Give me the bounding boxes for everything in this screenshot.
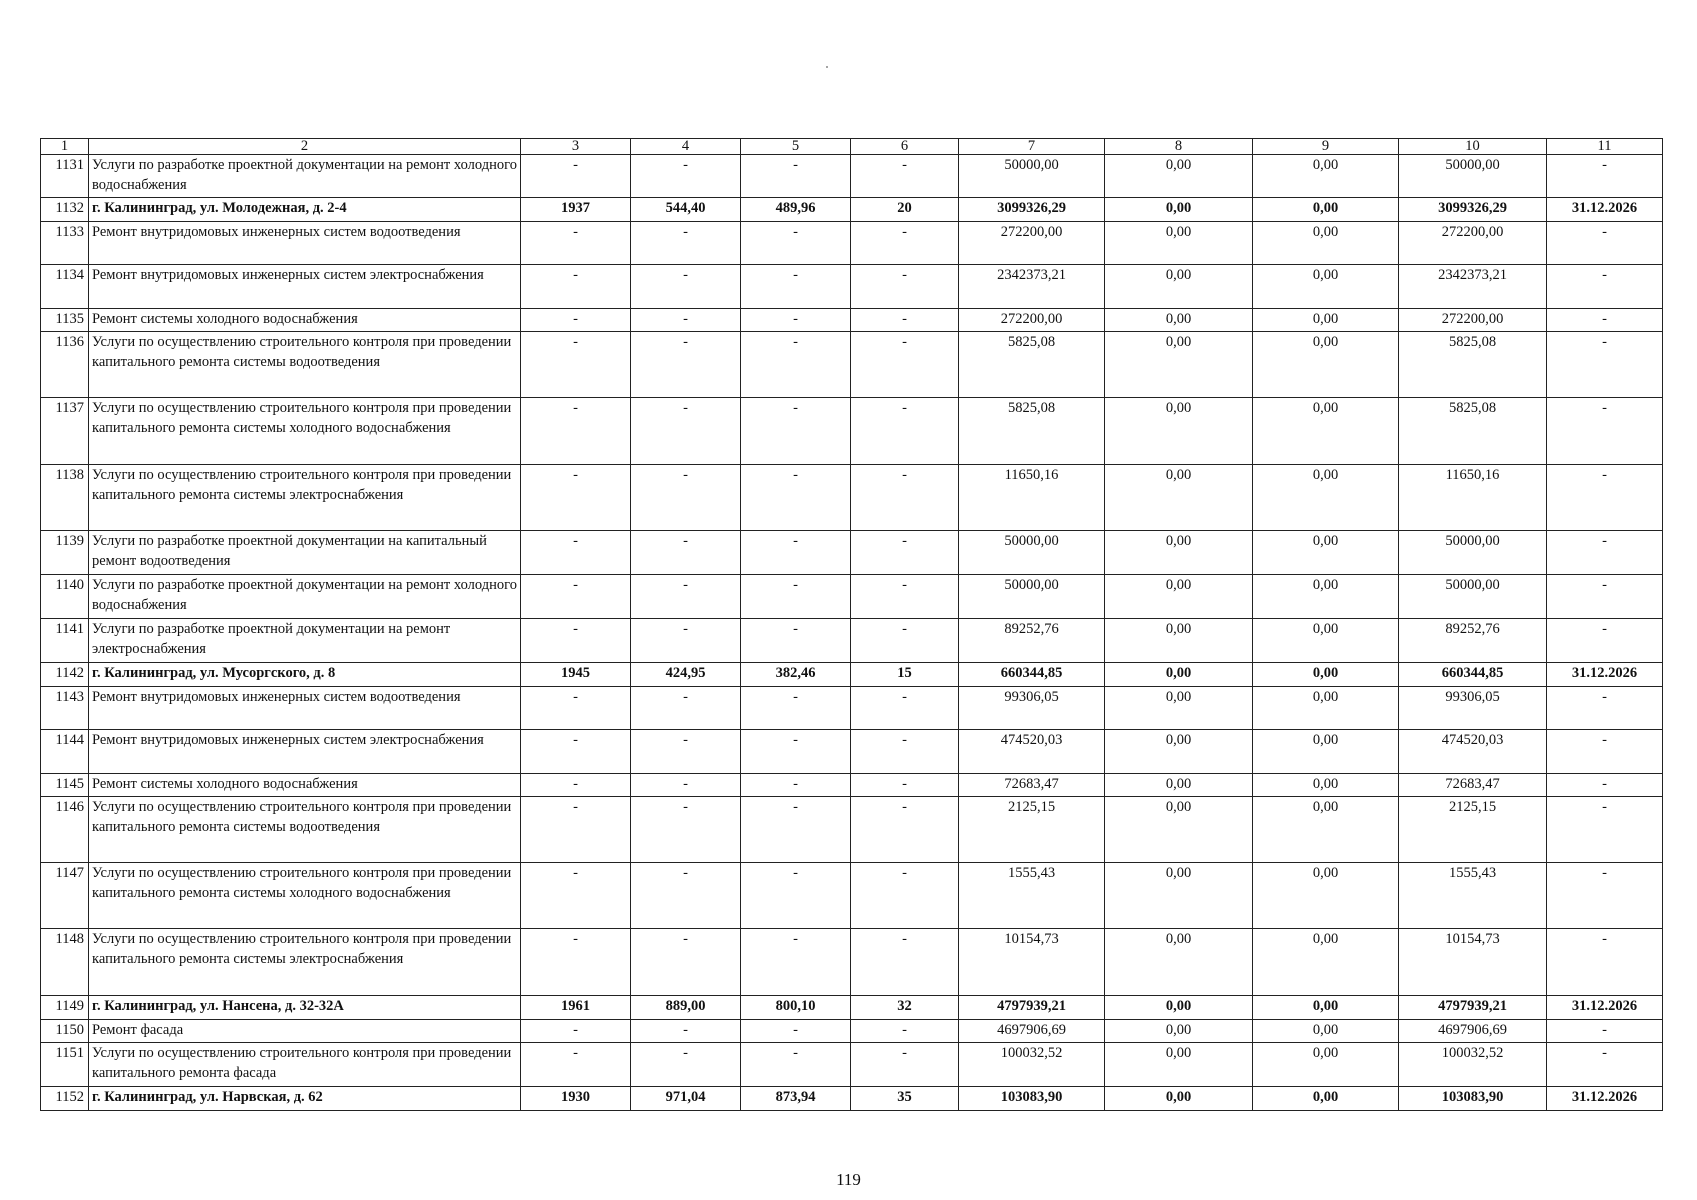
work-description-cell: Ремонт фасада (89, 1020, 521, 1043)
cost-col10-cell: 100032,52 (1399, 1043, 1547, 1087)
cost-col8-cell: 0,00 (1105, 1087, 1253, 1111)
row-number-cell: 1138 (41, 465, 89, 531)
work-item-row (41, 1043, 1663, 1087)
work-description-cell: Услуги по разработке проектной документации на ремонт электроснабжения (89, 619, 521, 663)
cost-col8-cell: 0,00 (1105, 774, 1253, 797)
cost-col8-cell: 0,00 (1105, 332, 1253, 398)
year-cell: - (521, 619, 631, 663)
total-cost-cell: 89252,76 (959, 619, 1105, 663)
row-number-cell: 1131 (41, 155, 89, 198)
header-cell: 4 (631, 139, 741, 155)
living-area-cell: - (741, 531, 851, 575)
row-number-cell: 1146 (41, 797, 89, 863)
cost-col9-cell: 0,00 (1253, 929, 1399, 996)
cost-col8-cell: 0,00 (1105, 687, 1253, 730)
work-description-cell: Ремонт системы холодного водоснабжения (89, 774, 521, 797)
total-cost-cell: 272200,00 (959, 222, 1105, 265)
deadline-cell: - (1547, 465, 1663, 531)
work-description-cell: г. Калининград, ул. Нансена, д. 32-32А (89, 996, 521, 1020)
table-body (41, 139, 1663, 1111)
living-area-cell: 382,46 (741, 663, 851, 687)
row-number-cell: 1139 (41, 531, 89, 575)
header-cell: 5 (741, 139, 851, 155)
total-cost-cell: 50000,00 (959, 575, 1105, 619)
total-cost-cell: 4697906,69 (959, 1020, 1105, 1043)
residents-cell: 15 (851, 663, 959, 687)
cost-col9-cell: 0,00 (1253, 332, 1399, 398)
header-cell: 7 (959, 139, 1105, 155)
work-description-cell: г. Калининград, ул. Мусоргского, д. 8 (89, 663, 521, 687)
cost-col9-cell: 0,00 (1253, 996, 1399, 1020)
work-description-cell: г. Калининград, ул. Нарвская, д. 62 (89, 1087, 521, 1111)
residents-cell: - (851, 1020, 959, 1043)
cost-col9-cell: 0,00 (1253, 774, 1399, 797)
total-cost-cell: 11650,16 (959, 465, 1105, 531)
row-number-cell: 1135 (41, 309, 89, 332)
row-number-cell: 1144 (41, 730, 89, 774)
total-area-cell: - (631, 309, 741, 332)
cost-col8-cell: 0,00 (1105, 531, 1253, 575)
work-description-cell: Ремонт внутридомовых инженерных систем электроснабжения (89, 730, 521, 774)
deadline-cell: 31.12.2026 (1547, 198, 1663, 222)
deadline-cell: - (1547, 222, 1663, 265)
cost-col9-cell: 0,00 (1253, 465, 1399, 531)
residents-cell: 32 (851, 996, 959, 1020)
year-cell: - (521, 863, 631, 929)
residents-cell: - (851, 265, 959, 309)
cost-col8-cell: 0,00 (1105, 265, 1253, 309)
year-cell: - (521, 1020, 631, 1043)
living-area-cell: - (741, 222, 851, 265)
living-area-cell: - (741, 309, 851, 332)
living-area-cell: - (741, 687, 851, 730)
residents-cell: - (851, 309, 959, 332)
cost-col9-cell: 0,00 (1253, 398, 1399, 465)
year-cell: - (521, 309, 631, 332)
year-cell: - (521, 929, 631, 996)
total-area-cell: 424,95 (631, 663, 741, 687)
total-area-cell: - (631, 687, 741, 730)
deadline-cell: - (1547, 309, 1663, 332)
cost-col9-cell: 0,00 (1253, 575, 1399, 619)
cost-col9-cell: 0,00 (1253, 155, 1399, 198)
deadline-cell: 31.12.2026 (1547, 1087, 1663, 1111)
total-cost-cell: 5825,08 (959, 332, 1105, 398)
page-number: 119 (836, 1170, 861, 1189)
cost-col9-cell: 0,00 (1253, 863, 1399, 929)
cost-col9-cell: 0,00 (1253, 531, 1399, 575)
work-description-cell: Услуги по осуществлению строительного контроля при проведении капитального ремонта системы электроснабжения (89, 465, 521, 531)
year-cell: - (521, 1043, 631, 1087)
work-description-cell: Услуги по осуществлению строительного контроля при проведении капитального ремонта системы холодного водоснабжения (89, 398, 521, 465)
total-cost-cell: 72683,47 (959, 774, 1105, 797)
residents-cell: - (851, 730, 959, 774)
deadline-cell: - (1547, 619, 1663, 663)
cost-col8-cell: 0,00 (1105, 309, 1253, 332)
living-area-cell: - (741, 797, 851, 863)
cost-col8-cell: 0,00 (1105, 863, 1253, 929)
living-area-cell: - (741, 1043, 851, 1087)
deadline-cell: - (1547, 687, 1663, 730)
address-row (41, 198, 1663, 222)
work-item-row (41, 730, 1663, 774)
address-row (41, 996, 1663, 1020)
cost-col10-cell: 2125,15 (1399, 797, 1547, 863)
work-item-row (41, 398, 1663, 465)
cost-col8-cell: 0,00 (1105, 730, 1253, 774)
cost-col10-cell: 89252,76 (1399, 619, 1547, 663)
residents-cell: - (851, 687, 959, 730)
cost-col10-cell: 5825,08 (1399, 398, 1547, 465)
cost-col10-cell: 103083,90 (1399, 1087, 1547, 1111)
header-cell: 1 (41, 139, 89, 155)
total-cost-cell: 10154,73 (959, 929, 1105, 996)
living-area-cell: 800,10 (741, 996, 851, 1020)
year-cell: - (521, 332, 631, 398)
deadline-cell: - (1547, 730, 1663, 774)
living-area-cell: - (741, 619, 851, 663)
year-cell: 1945 (521, 663, 631, 687)
cost-col8-cell: 0,00 (1105, 619, 1253, 663)
living-area-cell: 489,96 (741, 198, 851, 222)
work-item-row (41, 774, 1663, 797)
address-row (41, 1087, 1663, 1111)
work-item-row (41, 797, 1663, 863)
work-item-row (41, 332, 1663, 398)
cost-col9-cell: 0,00 (1253, 198, 1399, 222)
total-area-cell: - (631, 265, 741, 309)
cost-col10-cell: 50000,00 (1399, 531, 1547, 575)
cost-col10-cell: 272200,00 (1399, 309, 1547, 332)
cost-col9-cell: 0,00 (1253, 687, 1399, 730)
living-area-cell: - (741, 465, 851, 531)
residents-cell: - (851, 929, 959, 996)
residents-cell: - (851, 465, 959, 531)
work-item-row (41, 619, 1663, 663)
row-number-cell: 1148 (41, 929, 89, 996)
cost-col8-cell: 0,00 (1105, 465, 1253, 531)
cost-col10-cell: 4697906,69 (1399, 1020, 1547, 1043)
header-cell: 10 (1399, 139, 1547, 155)
total-cost-cell: 100032,52 (959, 1043, 1105, 1087)
row-number-cell: 1149 (41, 996, 89, 1020)
work-description-cell: Услуги по разработке проектной документации на капитальный ремонт водоотведения (89, 531, 521, 575)
living-area-cell: - (741, 265, 851, 309)
residents-cell: - (851, 332, 959, 398)
living-area-cell: - (741, 929, 851, 996)
deadline-cell: 31.12.2026 (1547, 996, 1663, 1020)
total-cost-cell: 1555,43 (959, 863, 1105, 929)
deadline-cell: - (1547, 797, 1663, 863)
work-description-cell: Ремонт внутридомовых инженерных систем водоотведения (89, 687, 521, 730)
cost-col10-cell: 4797939,21 (1399, 996, 1547, 1020)
work-description-cell: Ремонт системы холодного водоснабжения (89, 309, 521, 332)
cost-col8-cell: 0,00 (1105, 575, 1253, 619)
residents-cell: - (851, 155, 959, 198)
cost-col9-cell: 0,00 (1253, 309, 1399, 332)
header-cell: 6 (851, 139, 959, 155)
year-cell: - (521, 465, 631, 531)
cost-col9-cell: 0,00 (1253, 265, 1399, 309)
work-description-cell: Ремонт внутридомовых инженерных систем водоотведения (89, 222, 521, 265)
work-item-row (41, 531, 1663, 575)
cost-col10-cell: 3099326,29 (1399, 198, 1547, 222)
deadline-cell: - (1547, 265, 1663, 309)
row-number-cell: 1141 (41, 619, 89, 663)
cost-col10-cell: 50000,00 (1399, 575, 1547, 619)
total-area-cell: - (631, 619, 741, 663)
year-cell: - (521, 575, 631, 619)
row-number-cell: 1133 (41, 222, 89, 265)
cost-col8-cell: 0,00 (1105, 663, 1253, 687)
total-area-cell: - (631, 155, 741, 198)
living-area-cell: - (741, 575, 851, 619)
row-number-cell: 1147 (41, 863, 89, 929)
header-cell: 11 (1547, 139, 1663, 155)
cost-col8-cell: 0,00 (1105, 222, 1253, 265)
year-cell: - (521, 398, 631, 465)
living-area-cell: - (741, 155, 851, 198)
header-cell: 8 (1105, 139, 1253, 155)
work-item-row (41, 575, 1663, 619)
column-number-header-row (41, 139, 1663, 155)
cost-col10-cell: 5825,08 (1399, 332, 1547, 398)
cost-col10-cell: 474520,03 (1399, 730, 1547, 774)
total-area-cell: 971,04 (631, 1087, 741, 1111)
row-number-cell: 1145 (41, 774, 89, 797)
year-cell: - (521, 155, 631, 198)
cost-col8-cell: 0,00 (1105, 929, 1253, 996)
total-area-cell: - (631, 222, 741, 265)
work-item-row (41, 863, 1663, 929)
work-description-cell: Услуги по осуществлению строительного контроля при проведении капитального ремонта системы холодного водоснабжения (89, 863, 521, 929)
year-cell: - (521, 265, 631, 309)
cost-col9-cell: 0,00 (1253, 1087, 1399, 1111)
total-cost-cell: 474520,03 (959, 730, 1105, 774)
living-area-cell: - (741, 332, 851, 398)
residents-cell: - (851, 797, 959, 863)
header-cell: 3 (521, 139, 631, 155)
cost-col9-cell: 0,00 (1253, 797, 1399, 863)
cost-col9-cell: 0,00 (1253, 222, 1399, 265)
cost-col8-cell: 0,00 (1105, 797, 1253, 863)
living-area-cell: - (741, 398, 851, 465)
year-cell: - (521, 730, 631, 774)
residents-cell: - (851, 398, 959, 465)
deadline-cell: - (1547, 774, 1663, 797)
repair-program-table (40, 138, 1663, 1111)
address-row (41, 663, 1663, 687)
living-area-cell: - (741, 730, 851, 774)
total-area-cell: - (631, 774, 741, 797)
year-cell: - (521, 774, 631, 797)
living-area-cell: 873,94 (741, 1087, 851, 1111)
work-description-cell: Услуги по разработке проектной документации на ремонт холодного водоснабжения (89, 575, 521, 619)
residents-cell: - (851, 222, 959, 265)
cost-col10-cell: 2342373,21 (1399, 265, 1547, 309)
residents-cell: - (851, 863, 959, 929)
row-number-cell: 1132 (41, 198, 89, 222)
deadline-cell: - (1547, 575, 1663, 619)
work-item-row (41, 929, 1663, 996)
residents-cell: - (851, 575, 959, 619)
total-cost-cell: 3099326,29 (959, 198, 1105, 222)
deadline-cell: - (1547, 531, 1663, 575)
residents-cell: - (851, 1043, 959, 1087)
cost-col9-cell: 0,00 (1253, 619, 1399, 663)
total-area-cell: - (631, 929, 741, 996)
work-item-row (41, 1020, 1663, 1043)
total-cost-cell: 2342373,21 (959, 265, 1105, 309)
work-description-cell: Ремонт внутридомовых инженерных систем электроснабжения (89, 265, 521, 309)
work-item-row (41, 309, 1663, 332)
cost-col8-cell: 0,00 (1105, 198, 1253, 222)
row-number-cell: 1134 (41, 265, 89, 309)
cost-col9-cell: 0,00 (1253, 1043, 1399, 1087)
work-description-cell: г. Калининград, ул. Молодежная, д. 2-4 (89, 198, 521, 222)
year-cell: 1937 (521, 198, 631, 222)
deadline-cell: - (1547, 1020, 1663, 1043)
deadline-cell: - (1547, 863, 1663, 929)
row-number-cell: 1143 (41, 687, 89, 730)
cost-col8-cell: 0,00 (1105, 155, 1253, 198)
total-cost-cell: 660344,85 (959, 663, 1105, 687)
work-item-row (41, 465, 1663, 531)
work-description-cell: Услуги по осуществлению строительного контроля при проведении капитального ремонта системы водоотведения (89, 332, 521, 398)
total-area-cell: 544,40 (631, 198, 741, 222)
year-cell: - (521, 222, 631, 265)
residents-cell: - (851, 774, 959, 797)
header-cell: 2 (89, 139, 521, 155)
cost-col10-cell: 660344,85 (1399, 663, 1547, 687)
cost-col10-cell: 1555,43 (1399, 863, 1547, 929)
total-area-cell: - (631, 863, 741, 929)
total-area-cell: - (631, 730, 741, 774)
total-area-cell: - (631, 797, 741, 863)
year-cell: - (521, 797, 631, 863)
living-area-cell: - (741, 774, 851, 797)
year-cell: 1930 (521, 1087, 631, 1111)
deadline-cell: 31.12.2026 (1547, 663, 1663, 687)
row-number-cell: 1152 (41, 1087, 89, 1111)
residents-cell: - (851, 531, 959, 575)
cost-col8-cell: 0,00 (1105, 398, 1253, 465)
total-area-cell: - (631, 1020, 741, 1043)
deadline-cell: - (1547, 1043, 1663, 1087)
work-description-cell: Услуги по осуществлению строительного контроля при проведении капитального ремонта системы электроснабжения (89, 929, 521, 996)
cost-col10-cell: 272200,00 (1399, 222, 1547, 265)
year-cell: 1961 (521, 996, 631, 1020)
residents-cell: 35 (851, 1087, 959, 1111)
work-item-row (41, 155, 1663, 198)
work-description-cell: Услуги по разработке проектной документации на ремонт холодного водоснабжения (89, 155, 521, 198)
deadline-cell: - (1547, 929, 1663, 996)
work-description-cell: Услуги по осуществлению строительного контроля при проведении капитального ремонта фасада (89, 1043, 521, 1087)
total-area-cell: - (631, 465, 741, 531)
row-number-cell: 1137 (41, 398, 89, 465)
residents-cell: - (851, 619, 959, 663)
cost-col10-cell: 50000,00 (1399, 155, 1547, 198)
living-area-cell: - (741, 1020, 851, 1043)
row-number-cell: 1150 (41, 1020, 89, 1043)
total-area-cell: - (631, 332, 741, 398)
total-cost-cell: 5825,08 (959, 398, 1105, 465)
total-cost-cell: 50000,00 (959, 531, 1105, 575)
living-area-cell: - (741, 863, 851, 929)
cost-col9-cell: 0,00 (1253, 663, 1399, 687)
cost-col10-cell: 72683,47 (1399, 774, 1547, 797)
year-cell: - (521, 531, 631, 575)
total-cost-cell: 99306,05 (959, 687, 1105, 730)
deadline-cell: - (1547, 155, 1663, 198)
row-number-cell: 1136 (41, 332, 89, 398)
row-number-cell: 1142 (41, 663, 89, 687)
total-cost-cell: 103083,90 (959, 1087, 1105, 1111)
total-area-cell: - (631, 398, 741, 465)
work-item-row (41, 265, 1663, 309)
cost-col8-cell: 0,00 (1105, 1043, 1253, 1087)
total-area-cell: - (631, 1043, 741, 1087)
work-description-cell: Услуги по осуществлению строительного контроля при проведении капитального ремонта системы водоотведения (89, 797, 521, 863)
deadline-cell: - (1547, 398, 1663, 465)
header-cell: 9 (1253, 139, 1399, 155)
total-cost-cell: 272200,00 (959, 309, 1105, 332)
cost-col8-cell: 0,00 (1105, 996, 1253, 1020)
total-area-cell: - (631, 575, 741, 619)
deadline-cell: - (1547, 332, 1663, 398)
cost-col9-cell: 0,00 (1253, 730, 1399, 774)
cost-col10-cell: 11650,16 (1399, 465, 1547, 531)
total-cost-cell: 50000,00 (959, 155, 1105, 198)
year-cell: - (521, 687, 631, 730)
total-area-cell: - (631, 531, 741, 575)
total-cost-cell: 2125,15 (959, 797, 1105, 863)
cost-col10-cell: 99306,05 (1399, 687, 1547, 730)
row-number-cell: 1151 (41, 1043, 89, 1087)
row-number-cell: 1140 (41, 575, 89, 619)
cost-col9-cell: 0,00 (1253, 1020, 1399, 1043)
total-area-cell: 889,00 (631, 996, 741, 1020)
scan-speck (826, 66, 828, 68)
work-item-row (41, 687, 1663, 730)
work-item-row (41, 222, 1663, 265)
total-cost-cell: 4797939,21 (959, 996, 1105, 1020)
cost-col8-cell: 0,00 (1105, 1020, 1253, 1043)
residents-cell: 20 (851, 198, 959, 222)
cost-col10-cell: 10154,73 (1399, 929, 1547, 996)
